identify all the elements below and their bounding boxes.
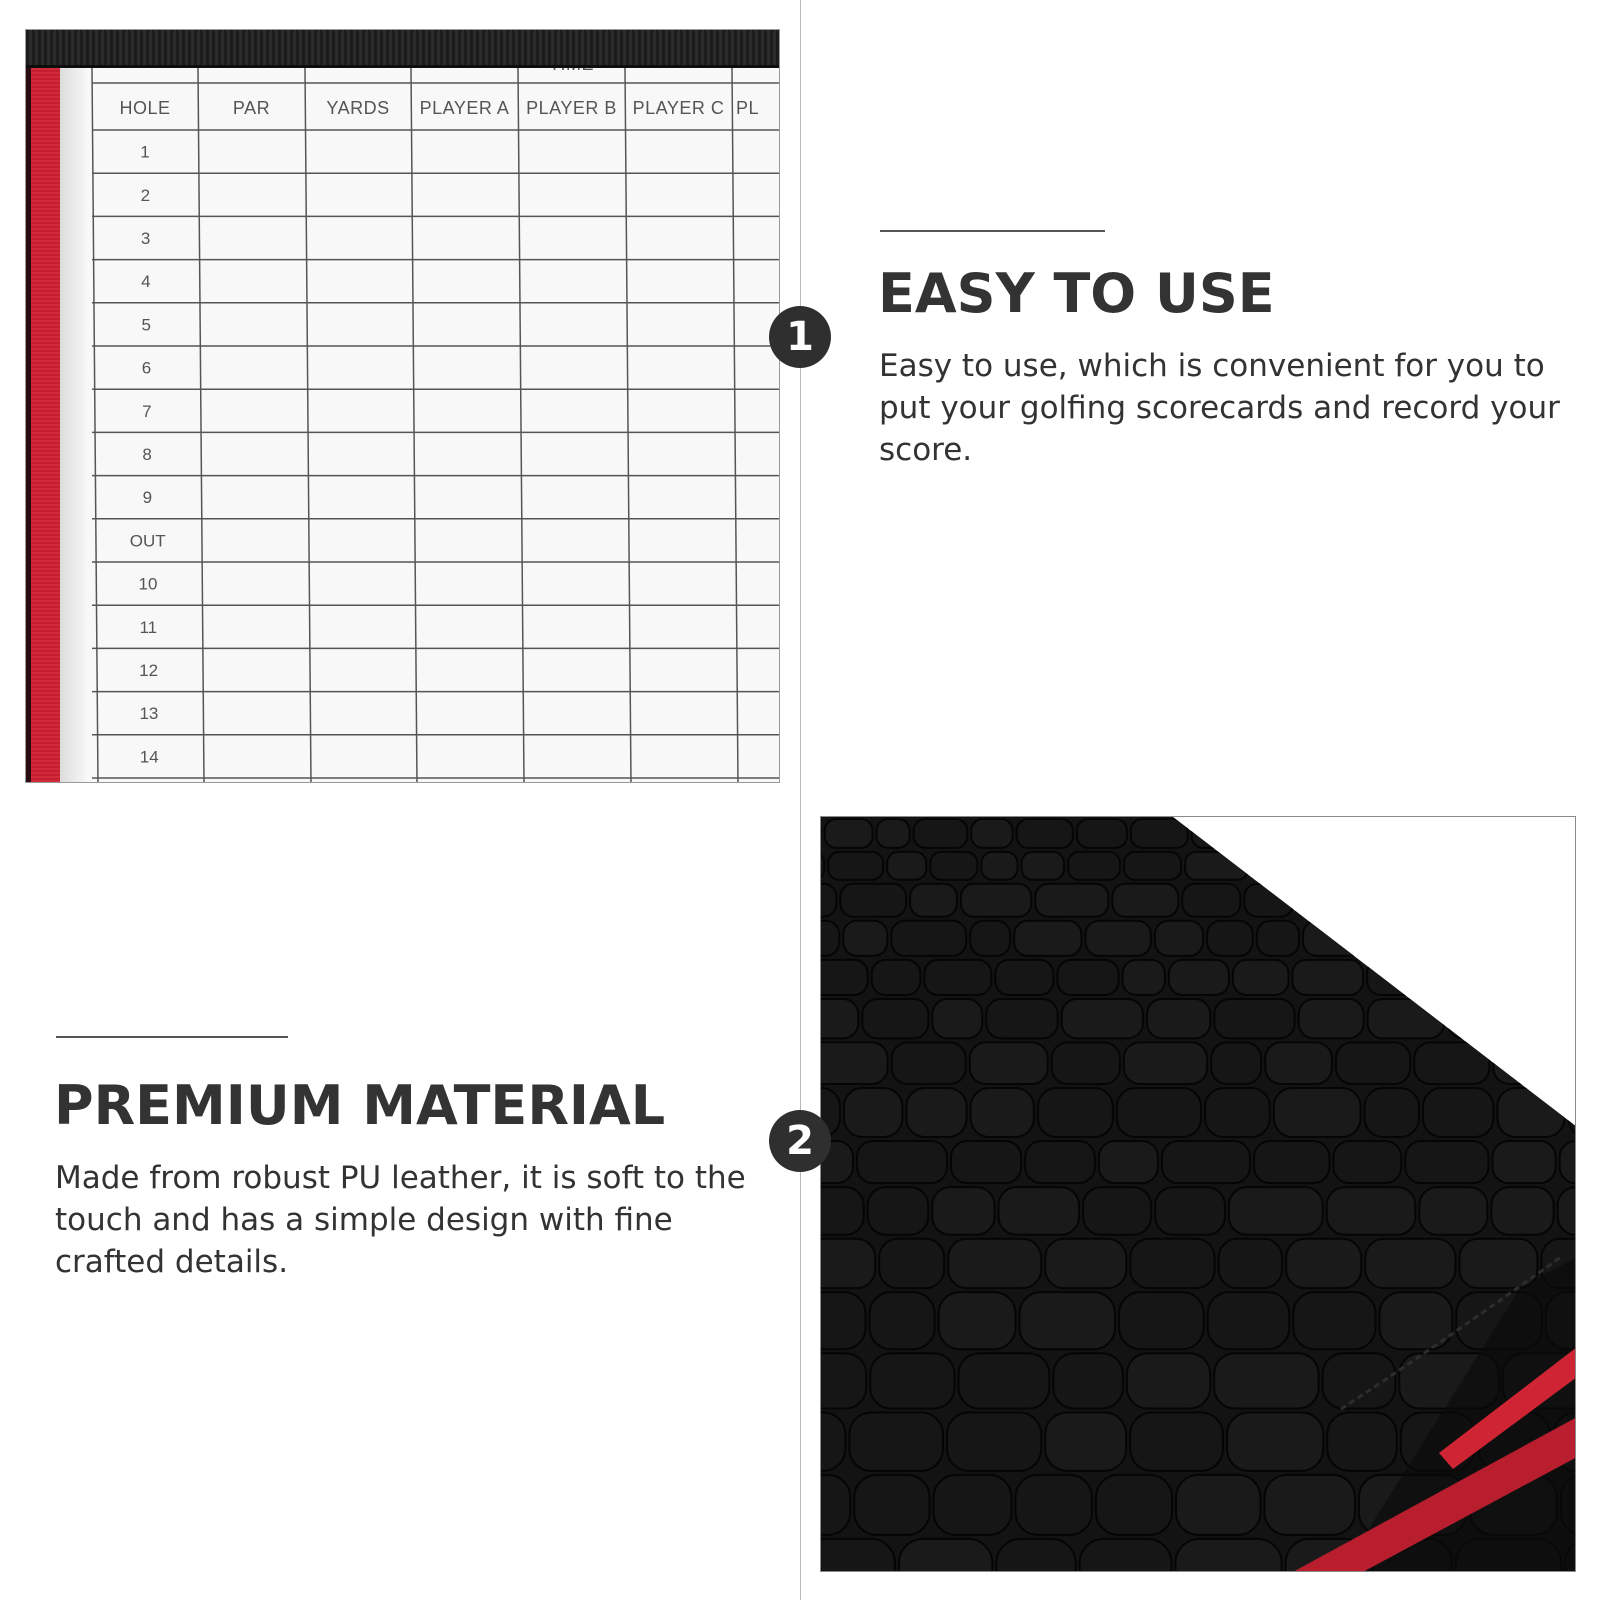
leather-scale (879, 1239, 944, 1288)
leather-scale (1045, 1413, 1126, 1471)
leather-scale (1286, 1239, 1361, 1288)
leather-scale (1175, 1539, 1281, 1572)
scorecard-header: PLAYER C (632, 98, 725, 118)
grid-vline (305, 68, 311, 783)
leather-scale (825, 819, 873, 848)
leather-scale (1068, 852, 1120, 880)
leather-scale (1124, 852, 1181, 880)
leather-scale (1292, 960, 1363, 995)
leather-scale (1257, 921, 1299, 956)
leather-scale (844, 1088, 902, 1137)
leather-scale (1413, 884, 1460, 917)
leather-scale (1192, 819, 1244, 848)
scorecard-hole-label: 2 (140, 185, 151, 205)
leather-scale (1080, 1539, 1172, 1572)
leather-scale (981, 852, 1017, 880)
red-binding-strip (26, 68, 60, 782)
leather-scale (1423, 1088, 1493, 1137)
scorecard-header: HOLE (119, 98, 171, 118)
leather-scale (1112, 884, 1178, 917)
leather-scale (854, 1475, 929, 1535)
leather-scale (1414, 1042, 1489, 1084)
leather-scale (821, 1042, 888, 1084)
leather-scale (1062, 999, 1143, 1038)
grid-vline (732, 68, 738, 783)
leather-scale (821, 1539, 895, 1572)
leather-scale (947, 1413, 1041, 1471)
scorecard-photo (25, 29, 780, 783)
leather-scale (930, 852, 977, 880)
leather-scale (1350, 852, 1385, 880)
leather-scale (971, 1088, 1034, 1137)
leather-scale (1211, 1042, 1261, 1084)
scorecard-hole-label: 7 (142, 401, 152, 421)
scorecard-hole-label: 14 (139, 747, 159, 767)
leather-scale (1219, 1239, 1282, 1288)
leather-scale (1123, 960, 1165, 995)
leather-scale (1444, 921, 1503, 956)
leather-scale (1127, 1353, 1210, 1408)
leather-scale (1336, 1042, 1410, 1084)
leather-scale (995, 960, 1053, 995)
leather-cover-photo (820, 816, 1576, 1572)
leather-scale (961, 884, 1031, 917)
leather-scale (1333, 1141, 1401, 1183)
leather-scale (1214, 1353, 1318, 1408)
leather-scale (821, 1413, 845, 1471)
grid-vline (198, 68, 204, 783)
leather-scale (1419, 1187, 1487, 1235)
leather-scale (1119, 1292, 1204, 1349)
leather-scale (1327, 1413, 1397, 1471)
leather-scale (1491, 1187, 1553, 1235)
leather-scale (1361, 819, 1396, 848)
scorecard-hole-label: 4 (141, 272, 151, 292)
leather-scale (868, 1187, 928, 1235)
leather-scale (1233, 960, 1289, 995)
leather-scale (1528, 852, 1576, 880)
leather-scale (948, 1239, 1041, 1288)
leather-scale (1464, 884, 1500, 917)
leather-scale (1561, 921, 1576, 956)
leather-scale (891, 921, 966, 956)
leather-scale (1473, 960, 1518, 995)
leather-scale (1365, 1088, 1419, 1137)
scorecard-header: PLAYER B (526, 98, 617, 118)
leather-scale (1248, 819, 1285, 848)
leather-scale (910, 884, 957, 917)
leather-scale (1229, 1187, 1323, 1235)
scorecard-hole-label: 13 (139, 704, 159, 724)
leather-scale (821, 921, 839, 956)
leather-scale (821, 1187, 864, 1235)
leather-scale (1522, 960, 1571, 995)
leather-scale (970, 1042, 1048, 1084)
leather-scale (932, 999, 982, 1038)
leather-scale (887, 852, 926, 880)
feature-1-description: Easy to use, which is convenient for you to put your golfing scorecards and record your score. (879, 348, 1560, 468)
leather-scale (1453, 852, 1524, 880)
leather-scale (1214, 999, 1294, 1038)
leather-texture (821, 817, 1576, 1572)
center-divider (800, 0, 801, 1600)
leather-scale (821, 1475, 850, 1535)
leather-scale (1131, 819, 1188, 848)
grid-vline (518, 68, 524, 783)
leather-scale (914, 819, 968, 848)
leather-scale (1182, 884, 1240, 917)
leather-scale (1365, 1239, 1455, 1288)
leather-scale (1507, 921, 1557, 956)
scorecard-hole-label: 9 (142, 488, 153, 508)
leather-scale (1169, 960, 1229, 995)
scorecard-header: PLAYER A (419, 98, 510, 118)
leather-scale (924, 960, 991, 995)
leather-scale (1176, 1475, 1260, 1535)
leather-scale (996, 1539, 1075, 1572)
leather-scale (1155, 1187, 1225, 1235)
leather-scale (1560, 1141, 1576, 1183)
leather-scale (849, 1413, 943, 1471)
leather-scale (1303, 921, 1363, 956)
grid-vline (411, 68, 417, 783)
leather-scale (821, 1239, 875, 1288)
leather-scale (1295, 852, 1346, 880)
leather-scale (1568, 884, 1576, 917)
leather-scale (986, 999, 1057, 1038)
leather-scale (1519, 999, 1576, 1038)
leather-scale (932, 1187, 994, 1235)
scorecard-header: YARDS (326, 98, 390, 118)
leather-scale (1368, 999, 1444, 1038)
leather-scale (843, 921, 887, 956)
leather-scale (1497, 1088, 1564, 1137)
leather-scale (899, 1539, 992, 1572)
feature-2-description: Made from robust PU leather, it is soft to the touch and has a simple design with fine crafted details. (55, 1160, 746, 1280)
leather-scale (1022, 852, 1065, 880)
scorecard-hole-label: 10 (138, 574, 158, 594)
leather-scale (1162, 1141, 1250, 1183)
leather-scale (870, 1292, 935, 1349)
leather-scale (821, 884, 836, 917)
scorecard-hole-label: 1 (140, 142, 150, 162)
leather-scale (1057, 960, 1118, 995)
leather-scale (870, 1353, 954, 1408)
leather-scale (1265, 1042, 1332, 1084)
leather-scale (1252, 852, 1290, 880)
leather-scale (1207, 921, 1253, 956)
leather-scale (970, 921, 1010, 956)
grid-vline (92, 68, 98, 783)
leather-scale (1493, 1141, 1556, 1183)
leather-scale (1155, 921, 1203, 956)
number-badge-2-icon: 2 (769, 1110, 831, 1172)
scorecard-hole-label: 3 (140, 229, 151, 248)
leather-scale (1014, 921, 1081, 956)
leather-scale (1424, 960, 1469, 995)
leather-scale (1448, 999, 1515, 1038)
leather-scale (1289, 819, 1357, 848)
leather-scale (1208, 1292, 1290, 1349)
leather-scale (1025, 1141, 1095, 1183)
leather-scale (1083, 1187, 1151, 1235)
scorecard-hole-label: OUT (129, 531, 166, 551)
leather-scale (1130, 1413, 1223, 1471)
leather-scale (840, 884, 906, 917)
leather-scale (1205, 1088, 1270, 1137)
leather-scale (862, 999, 928, 1038)
leather-scale (828, 852, 883, 880)
leather-scale (1085, 921, 1150, 956)
leather-scale (1096, 1475, 1172, 1535)
number-badge-1-icon: 1 (769, 306, 831, 368)
leather-scale (1389, 852, 1449, 880)
scorecard-hole-label: 12 (139, 661, 159, 680)
leather-scale (1265, 1475, 1355, 1535)
leather-scale (1472, 819, 1519, 848)
leather-scale (906, 1088, 966, 1137)
leather-scale (1254, 1141, 1329, 1183)
leather-scale (1017, 819, 1073, 848)
scorecard-hole-label: 5 (141, 315, 151, 335)
leather-scale (1558, 1187, 1576, 1235)
leather-scale (1405, 1141, 1488, 1183)
leather-scale (1327, 1187, 1416, 1235)
leather-scale (1130, 1239, 1214, 1288)
leather-scale (1053, 1353, 1123, 1408)
leather-scale (821, 1353, 866, 1408)
leather-scale (1244, 884, 1293, 917)
leather-scale (1117, 1088, 1201, 1137)
leather-scale (1297, 884, 1342, 917)
leather-scale (1367, 960, 1420, 995)
leather-scale (1052, 1042, 1120, 1084)
leather-scale (821, 1292, 866, 1349)
leather-scale (1035, 884, 1108, 917)
feature-2-title: PREMIUM MATERIAL (54, 1074, 666, 1137)
leather-scale (1227, 1413, 1323, 1471)
leather-scale (1185, 852, 1248, 880)
leather-scale (857, 1141, 947, 1183)
grid-vline (625, 68, 631, 783)
leather-scale (959, 1353, 1050, 1408)
scorecard-grid (26, 30, 780, 783)
leather-scale (934, 1475, 1012, 1535)
scorecard-header: PL (736, 98, 760, 118)
scorecard-hole-label: 6 (141, 358, 152, 378)
leather-scale (1293, 1292, 1375, 1349)
scorecard-header: PAR (232, 98, 271, 118)
leather-scale (999, 1187, 1080, 1235)
leather-scale (877, 819, 910, 848)
feature-1-title: EASY TO USE (878, 262, 1275, 325)
scorecard-hole-label: 8 (142, 445, 152, 464)
leather-scale (1099, 1141, 1158, 1183)
leather-scale (1038, 1088, 1113, 1137)
leather-scale (1015, 1475, 1092, 1535)
leather-scale (1400, 819, 1468, 848)
leather-scale (1077, 819, 1127, 848)
leather-scale (1045, 1239, 1126, 1288)
leather-scale (1368, 921, 1441, 956)
leather-scale (1147, 999, 1210, 1038)
leather-scale (939, 1292, 1016, 1349)
leather-scale (1553, 1042, 1576, 1084)
leather-scale (1346, 884, 1409, 917)
leather-scale (1274, 1088, 1361, 1137)
feature-2-rule (56, 1036, 288, 1038)
feature-1-rule (880, 230, 1105, 232)
leather-scale (1493, 1042, 1549, 1084)
leather-scale (1523, 819, 1576, 848)
scorecard-hole-label: 11 (139, 617, 158, 637)
leather-scale (821, 960, 868, 995)
elastic-band (26, 30, 779, 68)
leather-scale (1124, 1042, 1207, 1084)
leather-scale (1019, 1292, 1115, 1349)
leather-scale (971, 819, 1012, 848)
leather-scale (1299, 999, 1364, 1038)
leather-scale (892, 1042, 966, 1084)
leather-scale (951, 1141, 1021, 1183)
leather-scale (872, 960, 921, 995)
leather-scale (821, 999, 858, 1038)
leather-scale (1504, 884, 1563, 917)
